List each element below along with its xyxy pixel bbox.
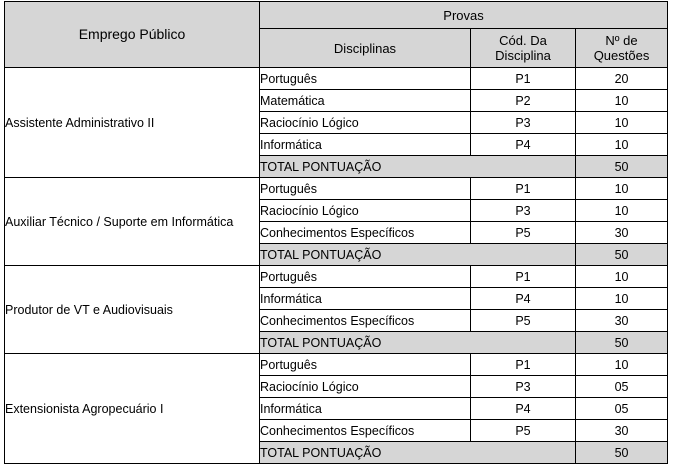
- numero-questoes-cell: 30: [576, 310, 668, 332]
- disciplina-cell: Matemática: [260, 90, 471, 112]
- total-pontuacao-label: TOTAL PONTUAÇÃO: [260, 442, 576, 464]
- codigo-disciplina-cell: P3: [471, 200, 576, 222]
- codigo-header-line2: Disciplina: [495, 48, 551, 63]
- emprego-publico-cell: Produtor de VT e Audiovisuais: [5, 266, 260, 354]
- codigo-disciplina-cell: P4: [471, 398, 576, 420]
- disciplina-cell: Raciocínio Lógico: [260, 200, 471, 222]
- numero-questoes-cell: 05: [576, 398, 668, 420]
- total-pontuacao-label: TOTAL PONTUAÇÃO: [260, 332, 576, 354]
- disciplina-cell: Português: [260, 68, 471, 90]
- table-row: [5, 178, 668, 200]
- codigo-disciplina-cell: P3: [471, 376, 576, 398]
- codigo-disciplina-cell: P1: [471, 266, 576, 288]
- numero-questoes-cell: 30: [576, 420, 668, 442]
- column-header-emprego-publico: Emprego Público: [5, 2, 260, 68]
- header-row-provas: [5, 2, 668, 29]
- disciplina-cell: Informática: [260, 288, 471, 310]
- exam-table-container: [4, 1, 667, 464]
- table-row: [5, 68, 668, 90]
- column-header-numero-questoes: [576, 29, 668, 68]
- emprego-publico-cell: Assistente Administrativo II: [5, 68, 260, 178]
- total-pontuacao-value: 50: [576, 244, 668, 266]
- numero-questoes-cell: 10: [576, 200, 668, 222]
- disciplina-cell: Português: [260, 266, 471, 288]
- disciplina-cell: Português: [260, 178, 471, 200]
- numero-questoes-cell: 30: [576, 222, 668, 244]
- disciplina-cell: Português: [260, 354, 471, 376]
- questoes-header-line2: Questões: [593, 48, 650, 63]
- disciplina-cell: Raciocínio Lógico: [260, 112, 471, 134]
- total-pontuacao-label: TOTAL PONTUAÇÃO: [260, 156, 576, 178]
- numero-questoes-cell: 10: [576, 266, 668, 288]
- disciplina-cell: Raciocínio Lógico: [260, 376, 471, 398]
- numero-questoes-cell: 05: [576, 376, 668, 398]
- column-header-codigo-disciplina: [471, 29, 576, 68]
- numero-questoes-cell: 10: [576, 112, 668, 134]
- codigo-disciplina-cell: P1: [471, 68, 576, 90]
- column-header-provas: Provas: [260, 2, 668, 29]
- emprego-publico-cell: Extensionista Agropecuário I: [5, 354, 260, 464]
- exam-structure-table: [4, 1, 668, 464]
- table-body: [5, 68, 668, 464]
- questoes-header-line1: Nº de: [605, 33, 638, 48]
- disciplina-cell: Conhecimentos Específicos: [260, 222, 471, 244]
- total-pontuacao-label: TOTAL PONTUAÇÃO: [260, 244, 576, 266]
- codigo-disciplina-cell: P4: [471, 134, 576, 156]
- codigo-disciplina-cell: P4: [471, 288, 576, 310]
- numero-questoes-cell: 10: [576, 134, 668, 156]
- codigo-disciplina-cell: P5: [471, 310, 576, 332]
- codigo-disciplina-cell: P1: [471, 354, 576, 376]
- numero-questoes-cell: 20: [576, 68, 668, 90]
- table-header: [5, 2, 668, 68]
- codigo-disciplina-cell: P5: [471, 222, 576, 244]
- total-pontuacao-value: 50: [576, 332, 668, 354]
- codigo-disciplina-cell: P3: [471, 112, 576, 134]
- disciplina-cell: Informática: [260, 398, 471, 420]
- codigo-disciplina-cell: P1: [471, 178, 576, 200]
- codigo-header-line1: Cód. Da: [499, 33, 547, 48]
- total-pontuacao-value: 50: [576, 442, 668, 464]
- disciplina-cell: Conhecimentos Específicos: [260, 420, 471, 442]
- column-header-disciplinas: Disciplinas: [260, 29, 471, 68]
- codigo-disciplina-cell: P2: [471, 90, 576, 112]
- disciplina-cell: Conhecimentos Específicos: [260, 310, 471, 332]
- numero-questoes-cell: 10: [576, 178, 668, 200]
- numero-questoes-cell: 10: [576, 288, 668, 310]
- numero-questoes-cell: 10: [576, 90, 668, 112]
- codigo-disciplina-cell: P5: [471, 420, 576, 442]
- disciplina-cell: Informática: [260, 134, 471, 156]
- emprego-publico-cell: Auxiliar Técnico / Suporte em Informática: [5, 178, 260, 266]
- total-pontuacao-value: 50: [576, 156, 668, 178]
- table-row: [5, 266, 668, 288]
- numero-questoes-cell: 10: [576, 354, 668, 376]
- table-row: [5, 354, 668, 376]
